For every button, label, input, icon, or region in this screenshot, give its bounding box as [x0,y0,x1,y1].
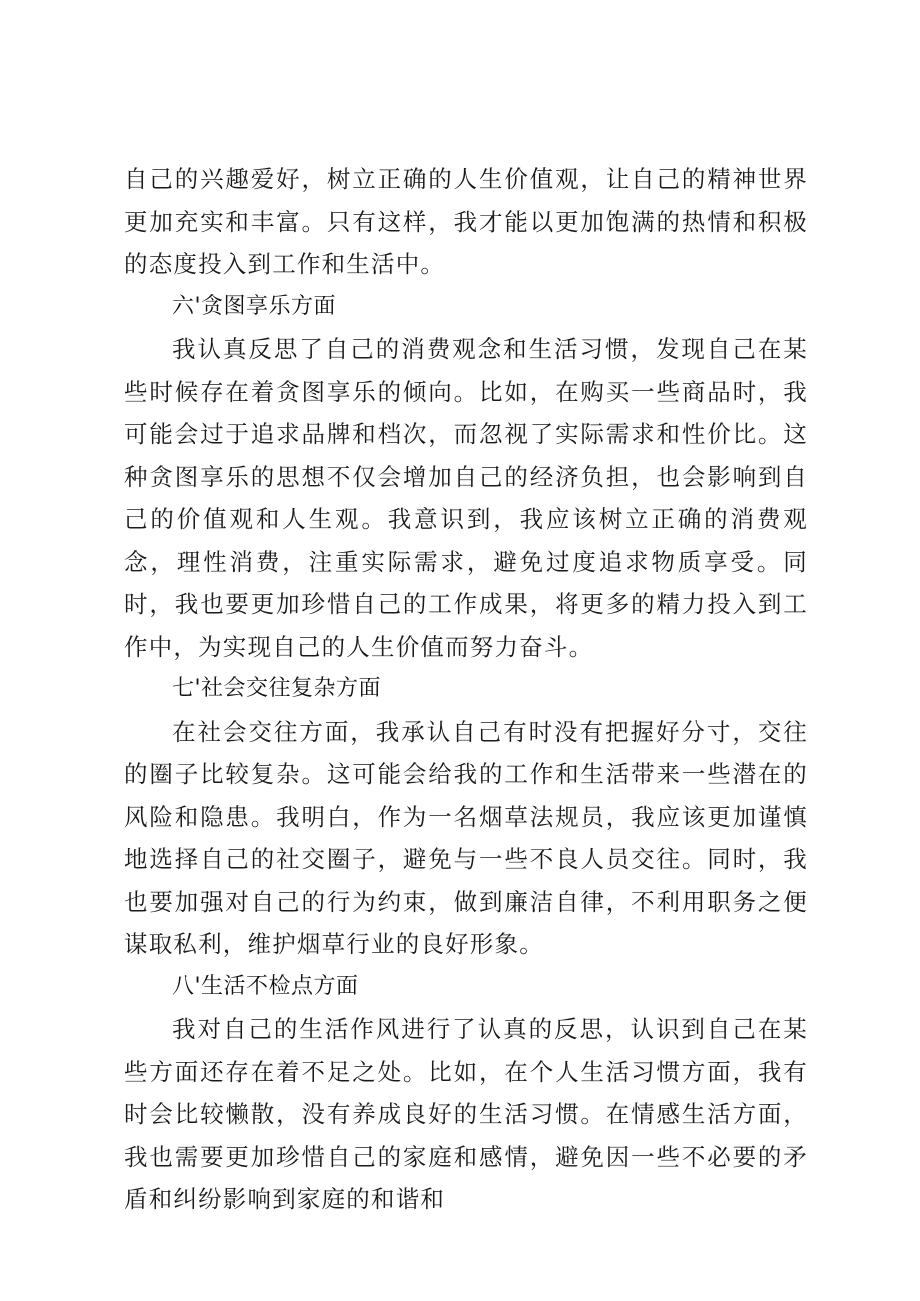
section-heading-8: 八'生活不检点方面 [172,973,359,999]
document-body [124,158,808,1221]
section-heading-6: 六'贪图享乐方面 [172,293,337,319]
paragraph-section-7: 在社会交往方面，我承认自己有时没有把握好分寸，交往的圈子比较复杂。这可能会给我的工作和生活带来一些潜在的风险和隐患。我明白，作为一名烟草法规员，我应该更加谨慎地选择自己的社交圈子，避免与一些不良人员交往。同时，我也要加强对自己的行为约束，做到廉洁自律，不利用职务之便谋取私利，维护烟草行业的良好形象。 [124,717,808,958]
paragraph-section-6: 我认真反思了自己的消费观念和生活习惯，发现自己在某些时候存在着贪图享乐的倾向。比如，在购买一些商品时，我可能会过于追求品牌和档次，而忽视了实际需求和性价比。这种贪图享乐的思想不仅会增加自己的经济负担，也会影响到自己的价值观和人生观。我意识到，我应该树立正确的消费观念，理性消费，注重实际需求，避免过度追求物质享受。同时，我也要更加珍惜自己的工作成果，将更多的精力投入到工作中，为实现自己的人生价值而努力奋斗。 [124,335,808,661]
paragraph-continuation: 自己的兴趣爱好，树立正确的人生价值观，让自己的精神世界更加充实和丰富。只有这样，我才能以更加饱满的热情和积极的态度投入到工作和生活中。 [124,165,808,278]
paragraph-section-8: 我对自己的生活作风进行了认真的反思，认识到自己在某些方面还存在着不足之处。比如，在个人生活习惯方面，我有时会比较懒散，没有养成良好的生活习惯。在情感生活方面，我也需要更加珍惜自己的家庭和感情，避免因一些不必要的矛盾和纠纷影响到家庭的和谐和 [124,1015,808,1213]
section-heading-7: 七'社会交往复杂方面 [172,676,382,701]
